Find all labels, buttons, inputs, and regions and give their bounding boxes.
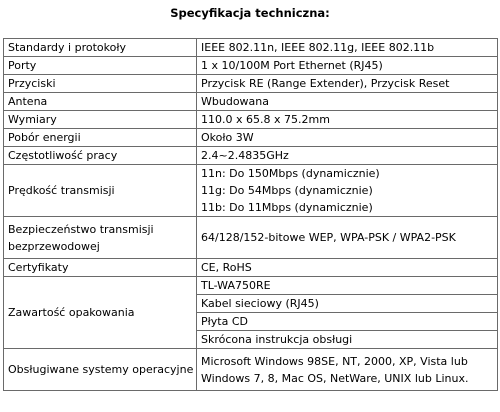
page-title: Specyfikacja techniczna: bbox=[170, 6, 330, 20]
row-label: Wymiary bbox=[4, 111, 197, 129]
table-row bbox=[4, 259, 498, 277]
row-value: Wbudowana bbox=[197, 93, 498, 111]
row-value: 110.0 x 65.8 x 75.2mm bbox=[197, 111, 498, 129]
row-label: Bezpieczeństwo transmisji bezprzewodowej bbox=[4, 217, 197, 259]
row-label: Porty bbox=[4, 57, 197, 75]
table-row bbox=[4, 75, 498, 93]
table-row bbox=[4, 349, 498, 391]
row-value: IEEE 802.11n, IEEE 802.11g, IEEE 802.11b bbox=[197, 39, 498, 57]
row-value: 2.4~2.4835GHz bbox=[197, 147, 498, 165]
spec-table bbox=[3, 38, 498, 391]
table-row bbox=[4, 165, 498, 183]
row-value: 1 x 10/100M Port Ethernet (RJ45) bbox=[197, 57, 498, 75]
table-row bbox=[4, 93, 498, 111]
row-value: Kabel sieciowy (RJ45) bbox=[197, 295, 498, 313]
table-row bbox=[4, 111, 498, 129]
table-row bbox=[4, 147, 498, 165]
table-row bbox=[4, 39, 498, 57]
row-value: 11n: Do 150Mbps (dynamicznie) bbox=[197, 165, 498, 183]
table-row bbox=[4, 57, 498, 75]
table-row bbox=[4, 129, 498, 147]
table-row bbox=[4, 217, 498, 259]
row-value: 11b: Do 11Mbps (dynamicznie) bbox=[197, 199, 498, 217]
row-value: Około 3W bbox=[197, 129, 498, 147]
row-value: Przycisk RE (Range Extender), Przycisk Reset bbox=[197, 75, 498, 93]
row-label: Prędkość transmisji bbox=[4, 165, 197, 217]
row-label: Antena bbox=[4, 93, 197, 111]
row-value: 64/128/152-bitowe WEP, WPA-PSK / WPA2-PSK bbox=[197, 217, 498, 259]
row-label: Certyfikaty bbox=[4, 259, 197, 277]
row-value: CE, RoHS bbox=[197, 259, 498, 277]
row-label: Przyciski bbox=[4, 75, 197, 93]
row-value: 11g: Do 54Mbps (dynamicznie) bbox=[197, 182, 498, 199]
table-row bbox=[4, 277, 498, 295]
row-label: Standardy i protokoły bbox=[4, 39, 197, 57]
row-label: Częstotliwość pracy bbox=[4, 147, 197, 165]
row-label: Obsługiwane systemy operacyjne bbox=[4, 349, 197, 391]
row-value: TL-WA750RE bbox=[197, 277, 498, 295]
row-value: Microsoft Windows 98SE, NT, 2000, XP, Vista lub Windows 7, 8, Mac OS, NetWare, UNIX lub Linux. bbox=[197, 349, 498, 391]
row-value: Skrócona instrukcja obsługi bbox=[197, 331, 498, 349]
row-label: Zawartość opakowania bbox=[4, 277, 197, 349]
row-label: Pobór energii bbox=[4, 129, 197, 147]
row-value: Płyta CD bbox=[197, 313, 498, 331]
